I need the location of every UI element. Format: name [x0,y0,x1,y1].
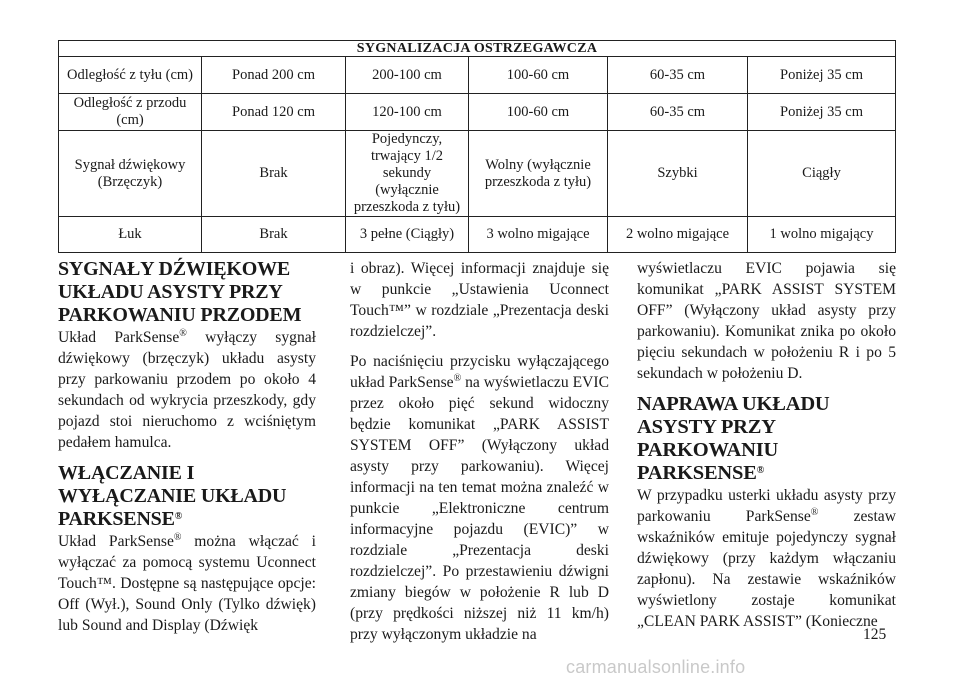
table-cell: 60-35 cm [608,57,748,94]
table-cell: Wolny (wyłącznie przeszkoda z tyłu) [469,131,608,217]
paragraph: wyświetlaczu EVIC pojawia się komunikat „PARK ASSIST SYSTEM OFF” (Wyłączony układ asysty przy parkowaniu). Komunikat znika po około pięciu sekundach w położeniu R i po 5 sekundach w położeniu D. [637,260,896,382]
text-run: NAPRAWA UKŁADU ASYSTY PRZY PARKOWANIU PARKSENSE [637,393,830,484]
table-row [59,94,896,131]
table-cell: Brak [202,217,346,253]
section-heading-enable-disable [58,462,316,531]
section-heading-front-parking-sound: SYGNAŁY DŹWIĘKOWE UKŁADU ASYSTY PRZY PARKOWANIU PRZODEM [58,258,302,326]
paragraph [350,351,609,645]
table-cell: 200-100 cm [346,57,469,94]
registered-mark: ® [179,328,187,339]
table-cell: 3 pełne (Ciągły) [346,217,469,253]
table-cell: Odległość z tyłu (cm) [59,57,202,94]
paragraph [58,531,316,636]
registered-mark: ® [756,465,764,476]
text-run: wyłączy sygnał dźwiękowy (brzęczyk) układu asysty przy parkowaniu przodem po około 4 sekundach od wykrycia przeszkody, gdy pojazd stoi nieruchomo z wciśniętym pedałem hamulca. [58,329,316,451]
warning-signal-table [58,40,896,253]
table-cell: 100-60 cm [469,57,608,94]
table-cell: Pojedynczy, trwający 1/2 sekundy (wyłącznie przeszkoda z tyłu) [346,131,469,217]
paragraph [58,327,316,453]
text-run: można włączać i wyłączać za pomocą systemu Uconnect Touch™. Dostępne są następujące opcje: Off (Wył.), Sound Only (Tylko dźwięk) lub Sound and Display (Dźwięk [58,533,316,634]
table-cell: Szybki [608,131,748,217]
table-cell: Odległość z przodu (cm) [59,94,202,131]
text-run: Układ ParkSense [58,329,180,346]
watermark: carmanualsonline.info [566,657,746,677]
table-cell: 120-100 cm [346,94,469,131]
registered-mark: ® [174,511,183,522]
table-cell: 1 wolno migający [748,217,896,253]
table-cell: Poniżej 35 cm [748,57,896,94]
text-run: Po naciśnięciu przycisku wyłączającego układ ParkSense [350,353,609,391]
registered-mark: ® [173,532,182,543]
table-cell: Ponad 120 cm [202,94,346,131]
table-row [59,217,896,253]
text-column-left [58,258,316,645]
table-cell: Sygnał dźwiękowy (Brzęczyk) [59,131,202,217]
page-number: 125 [863,626,887,643]
table-cell: Łuk [59,217,202,253]
table-cell: 2 wolno migające [608,217,748,253]
text-run: na wyświetlaczu EVIC przez około pięć sekund widoczny będzie komunikat „PARK ASSIST SYSTEM OFF” (Wyłączony układ asysty przy parkowaniu). Więcej informacji na ten temat można znaleźć w punkcie „Elektroniczne centrum informacyjne pojazdu (EVIC)” w rozdziale „Prezentacja deski rozdzielczej”. Po przestawieniu dźwigni zmiany biegów w położenie R lub D (przy prędkości niższej niż 11 km/h) przy wyłączonym układzie na [350,374,609,643]
table-cell: Ciągły [748,131,896,217]
text-run: W przypadku usterki układu asysty przy parkowaniu ParkSense [637,487,896,525]
table-title: SYGNALIZACJA OSTRZEGAWCZA [59,41,896,57]
table-cell: 60-35 cm [608,94,748,131]
paragraph: i obraz). Więcej informacji znajduje się w punkcie „Ustawienia Uconnect Touch™” w rozdziale „Prezentacja deski rozdzielczej”. [350,260,609,340]
registered-mark: ® [810,507,819,518]
paragraph [637,485,896,632]
table-cell: Brak [202,131,346,217]
registered-mark: ® [453,373,462,384]
text-column-right [637,258,896,641]
table-row [59,131,896,217]
table-cell: Poniżej 35 cm [748,94,896,131]
table-cell: 3 wolno migające [469,217,608,253]
text-run: WŁĄCZANIE I WYŁĄCZANIE UKŁADU PARKSENSE [58,462,287,530]
table-cell: Ponad 200 cm [202,57,346,94]
section-heading-service [637,393,896,485]
text-column-middle [350,258,609,654]
text-run: zestaw wskaźników emituje pojedynczy sygnał dźwiękowy (przy każdym włączaniu zapłonu). Na zestawie wskaźników wyświetlony zostaje komunikat „CLEAN PARK ASSIST” (Konieczne [637,508,896,630]
text-run: Układ ParkSense [58,533,174,550]
table-row [59,57,896,94]
table-cell: 100-60 cm [469,94,608,131]
